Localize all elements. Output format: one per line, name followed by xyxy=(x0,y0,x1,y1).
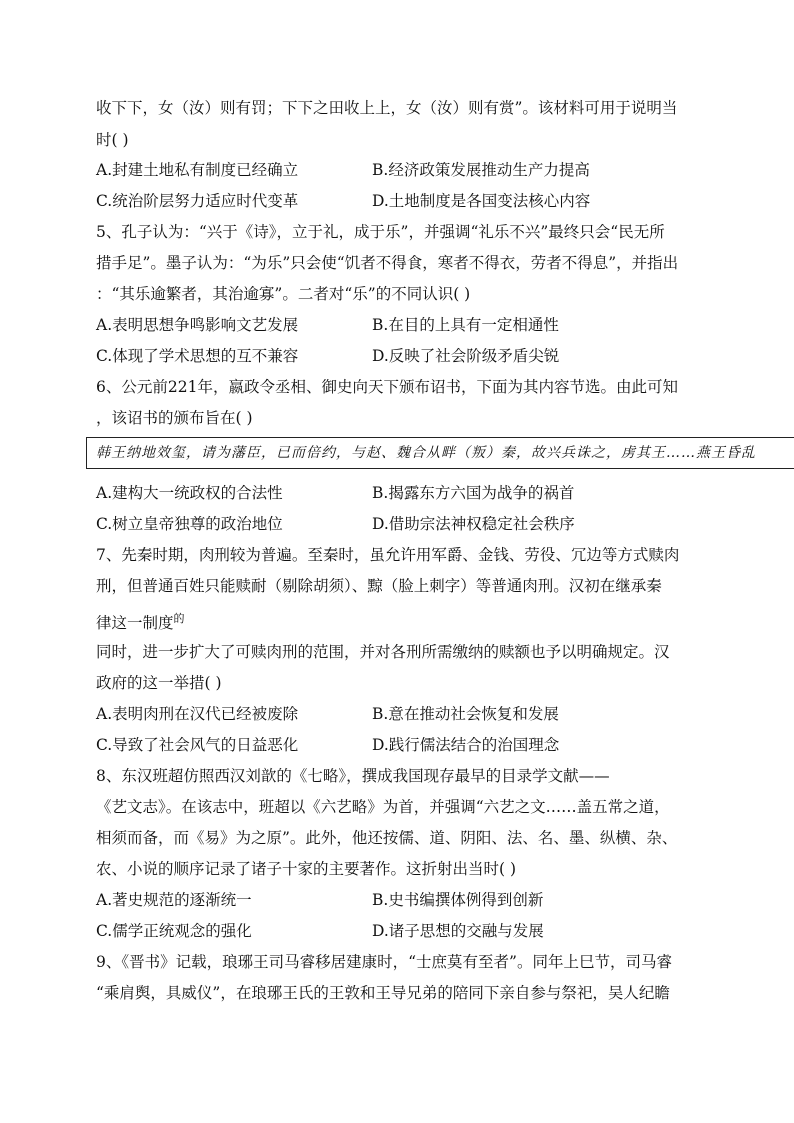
q8-stem-line-3: 相须而备，而《易》为之原”。此外，他还按儒、道、阴阳、法、名、墨、纵横、杂、 xyxy=(96,829,678,847)
q5-stem-line-1: 5、孔子认为：“兴于《诗》，立于礼，成于乐”，并强调“礼乐不兴”最终只会“民无所 xyxy=(96,223,665,241)
q5-option-d: D.反映了社会阶级矛盾尖锐 xyxy=(372,347,560,365)
q8-option-c: C.儒学正统观念的强化 xyxy=(96,922,252,940)
q7-stem-line-4: 同时，进一步扩大了可赎肉刑的范围，并对各刑所需缴纳的赎额也予以明确规定。汉 xyxy=(96,643,670,661)
q8-stem-line-2: 《艺文志》。在该志中，班超以《六艺略》为首，并强调“六艺之文……盖五常之道， xyxy=(96,798,670,816)
q8-option-a: A.著史规范的逐渐统一 xyxy=(96,891,252,909)
q6-stem-line-2: ，该诏书的颁布旨在( ) xyxy=(96,409,253,427)
q7-stem-line-5: 政府的这一举措( ) xyxy=(96,674,222,692)
q8-option-d: D.诸子思想的交融与发展 xyxy=(372,922,544,940)
q7-option-d: D.践行儒法结合的治国理念 xyxy=(372,736,560,754)
q7-option-c: C.导致了社会风气的日益恶化 xyxy=(96,736,299,754)
q7-stem-line-2: 刑，但普通百姓只能赎耐（剔除胡须）、黥（脸上刺字）等普通肉刑。汉初在继承秦 xyxy=(96,577,662,595)
q6-option-d: D.借助宗法神权稳定社会秩序 xyxy=(372,515,575,533)
q4-option-b: B.经济政策发展推动生产力提高 xyxy=(372,161,590,179)
q6-option-c: C.树立皇帝独尊的政治地位 xyxy=(96,515,283,533)
q8-stem-line-1: 8、东汉班超仿照西汉刘歆的《七略》，撰成我国现存最早的目录学文献—— xyxy=(96,767,610,785)
q9-stem-line-1: 9、《晋书》记载，琅琊王司马睿移居建康时，“士庶莫有至者”。同年上巳节，司马睿 xyxy=(96,953,672,971)
q5-stem-line-2: 措手足”。墨子认为：“为乐”只会使“饥者不得食，寒者不得衣，劳者不得息”，并指出 xyxy=(96,254,679,272)
q4-option-d: D.土地制度是各国变法核心内容 xyxy=(372,192,591,210)
q8-option-b: B.史书编撰体例得到创新 xyxy=(372,891,544,909)
q7-stem-line-3-text: 律这一制度 xyxy=(96,614,174,633)
q6-quote-box xyxy=(86,437,794,469)
q7-option-b: B.意在推动社会恢复和发展 xyxy=(372,705,559,723)
q4-continuation-line-2: 时( ) xyxy=(96,131,129,149)
q4-continuation-line-1: 收下下，女（汝）则有罚；下下之田收上上，女（汝）则有赏”。该材料可用于说明当 xyxy=(96,99,678,117)
q6-quote-text: 韩王纳地效玺，请为藩臣，已而倍约，与赵、魏合从畔（叛）秦，故兴兵诛之，虏其王……燕王昏乱 xyxy=(96,445,756,461)
q5-option-c: C.体现了学术思想的互不兼容 xyxy=(96,347,299,365)
q7-option-a: A.表明肉刑在汉代已经被废除 xyxy=(96,705,299,723)
q4-option-a: A.封建土地私有制度已经确立 xyxy=(96,161,299,179)
q7-stem-line-1: 7、先秦时期，肉刑较为普遍。至秦时，虽允许用军爵、金钱、劳役、冗边等方式赎肉 xyxy=(96,546,680,564)
q4-option-c: C.统治阶层努力适应时代变革 xyxy=(96,192,299,210)
q7-stem-line-3-suffix: 的 xyxy=(173,612,185,625)
q5-option-a: A.表明思想争鸣影响文艺发展 xyxy=(96,316,299,334)
q8-stem-line-4: 农、小说的顺序记录了诸子十家的主要著作。这折射出当时( ) xyxy=(96,860,517,878)
q6-stem-line-1: 6、公元前221年，嬴政令丞相、御史向天下颁布诏书，下面为其内容节选。由此可知 xyxy=(96,378,678,396)
q6-option-b: B.揭露东方六国为战争的祸首 xyxy=(372,484,575,502)
q5-stem-line-3: ：“其乐逾繁者，其治逾寡”。二者对“乐”的不同认识( ) xyxy=(96,285,471,303)
q6-option-a: A.建构大一统政权的合法性 xyxy=(96,484,283,502)
q5-option-b: B.在目的上具有一定相通性 xyxy=(372,316,559,334)
q7-stem-line-3 xyxy=(96,609,185,633)
q9-stem-line-2: “乘肩舆，具威仪”，在琅琊王氏的王敦和王导兄弟的陪同下亲自参与祭祀，吴人纪瞻 xyxy=(96,984,670,1002)
